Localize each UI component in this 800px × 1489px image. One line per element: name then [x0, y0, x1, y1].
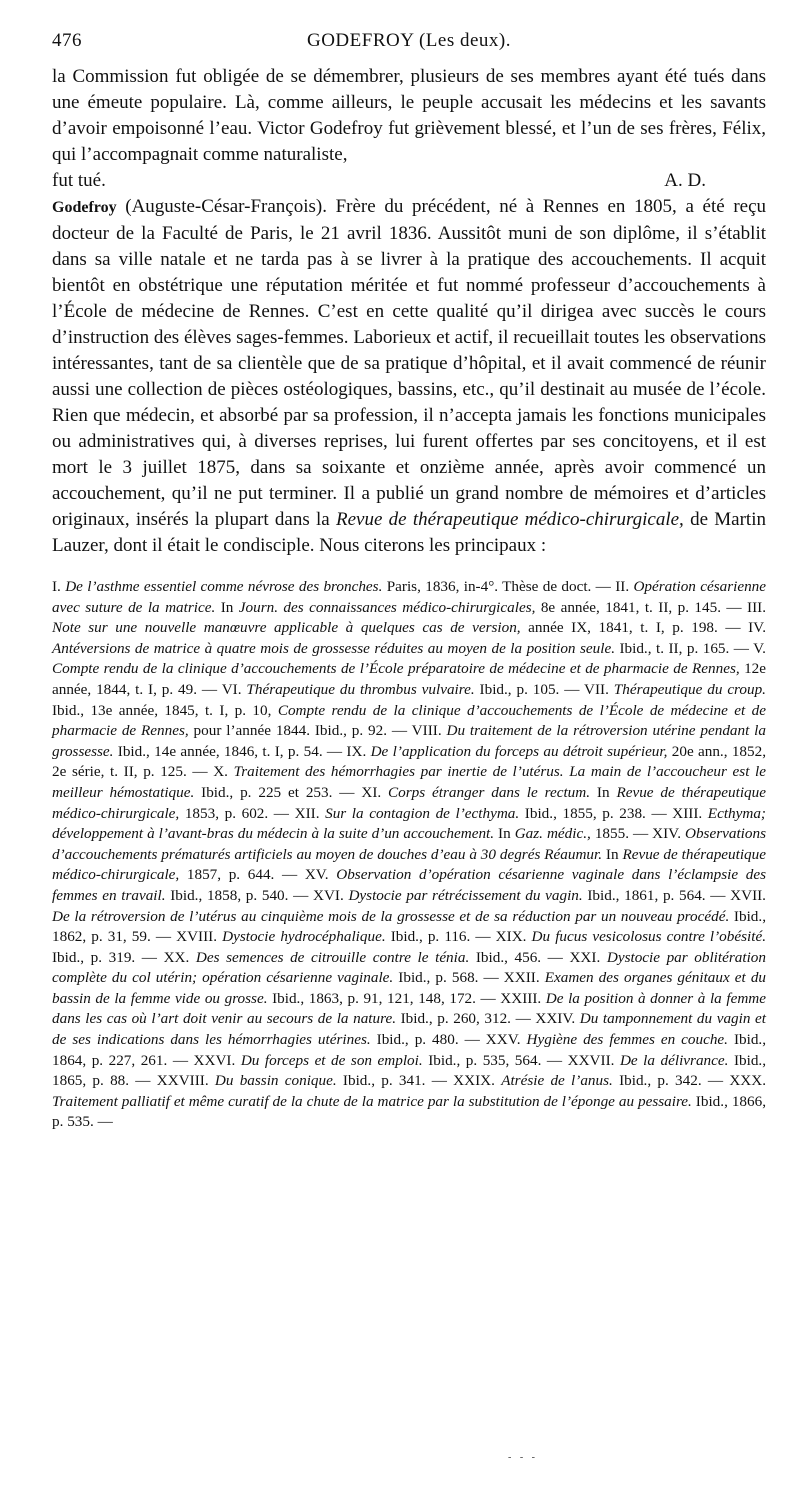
- reference-text: Ibid., 1863, p. 91, 121, 148, 172. — XXIII.: [267, 989, 546, 1007]
- reference-title: Revue de thérapeutique médico-chirurgicale,: [52, 783, 766, 822]
- reference-title: Thérapeutique du croup.: [613, 680, 766, 698]
- reference-text: 1855. — XIV.: [590, 825, 685, 843]
- reference-text: Ibid., 1864, p. 227, 261. — XXVI.: [52, 1031, 767, 1069]
- page-header: [52, 30, 766, 64]
- reference-title: Traitement palliatif et même curatif de la chute de la matrice par la substitution de l’éponge au pessaire.: [52, 1092, 692, 1110]
- reference-title: Dystocie par oblitération complète du col utérin; opération césarienne vaginale.: [52, 948, 766, 987]
- reference-text: Ibid., p. 535, 564. — XXVII.: [422, 1051, 620, 1069]
- reference-title: Du tamponnement du vagin et de ses indications dans les hémorrhagies utérines.: [52, 1010, 767, 1049]
- reference-title: Atrésie de l’anus.: [501, 1072, 613, 1090]
- reference-text: Ibid., p. 480. — XXV.: [370, 1031, 527, 1049]
- reference-title: Note sur une nouvelle manœuvre applicable à quelques cas de version,: [52, 619, 521, 637]
- reference-title: Gaz. médic.,: [514, 825, 591, 843]
- article-body-end: de Martin Lauzer, dont il était le condisciple. Nous citerons les principaux :: [52, 509, 766, 556]
- reference-text: Ibid., p. 105. — VII.: [474, 680, 614, 698]
- reference-title: Corps étranger dans le rectum.: [388, 783, 591, 801]
- bibliography: [52, 577, 766, 1133]
- reference-text: Ibid., 1861, p. 564. — XVII.: [582, 886, 766, 904]
- reference-text: Ibid., 1858, p. 540. — XVI.: [165, 886, 349, 904]
- reference-title: Du bassin conique.: [214, 1072, 337, 1090]
- reference-title: Hygiène des femmes en couche.: [526, 1031, 728, 1049]
- continuation-end: fut tué.: [52, 170, 106, 191]
- reference-text: Ibid., 1866, p. 535. —: [52, 1092, 766, 1131]
- reference-title: Opération césarienne avec suture de la matrice.: [52, 578, 767, 616]
- bibliography-paragraph: [52, 577, 766, 1133]
- reference-text: Ibid., p. 568. — XXII.: [393, 969, 545, 987]
- reference-text: année IX, 1841, t. I, p. 198. — IV.: [520, 619, 766, 637]
- reference-text: pour l’année 1844. Ibid., p. 92. — VIII.: [188, 722, 447, 740]
- reference-title: De l’asthme essentiel comme névrose des bronches.: [65, 578, 383, 595]
- reference-title: Observation d’opération césarienne vaginale dans l’éclampsie des femmes en travail.: [52, 866, 766, 904]
- reference-title: Du fucus vesicolosus contre l’obésité.: [531, 928, 766, 946]
- running-title: GODEFROY (Les deux).: [306, 30, 512, 51]
- author-signature: A. D.: [664, 170, 706, 191]
- reference-text: 1857, p. 644. — XV.: [179, 866, 337, 884]
- reference-title: Dystocie par rétrécissement du vagin.: [348, 886, 583, 904]
- reference-title: Du forceps et de son emploi.: [240, 1051, 423, 1069]
- reference-text: Paris, 1836, in-4°. Thèse de doct. — II.: [382, 578, 634, 595]
- continuation-paragraph: [52, 64, 766, 168]
- reference-text: In: [602, 845, 623, 863]
- reference-text: Ibid., p. 342. — XXX.: [612, 1072, 767, 1090]
- reference-title: Du traitement de la rétroversion utérine pendant la grossesse.: [52, 722, 767, 760]
- reference-title: Dystocie hydrocéphalique.: [222, 928, 386, 946]
- reference-text: 1853, p. 602. — XII.: [179, 804, 326, 822]
- reference-title: Ecthyma; développement à l’avant-bras du médecin à la suite d’un accouchement.: [52, 804, 766, 843]
- reference-text: Ibid., 1862, p. 31, 59. — XVIII.: [52, 907, 766, 946]
- reference-text: In: [215, 598, 239, 616]
- document-page: [52, 30, 766, 1133]
- reference-title: De la rétroversion de l’utérus au cinquième mois de la grossesse et de sa réduction par un nouveau procédé.: [52, 907, 730, 925]
- reference-text: Ibid., p. 225 et 253. — XI.: [194, 783, 389, 801]
- reference-text: 20e ann., 1852, 2e série, t. II, p. 125. — X.: [52, 742, 767, 781]
- footer-mark: - - -: [508, 1452, 538, 1463]
- reference-text: Ibid., p. 319. — XX.: [52, 948, 196, 966]
- reference-title: Sur la contagion de l’ecthyma.: [325, 804, 520, 822]
- biography-article: [52, 194, 766, 559]
- reference-title: Compte rendu de la clinique d’accouchements de l’École préparatoire de médecine et de pharmacie de Rennes,: [52, 660, 740, 678]
- reference-text: Ibid., 1855, p. 238. — XIII.: [519, 804, 708, 822]
- continuation-text: la Commission fut obligée de se démembrer, plusieurs de ses membres ayant été tués dans une émeute populaire. Là, comme ailleurs, le peuple accusait les médecins et les savants d’avoir empoisonné l’eau. Victor Godefroy fut grièvement blessé, et l’un de ses frères, Félix, qui l’accompagnait comme naturaliste,: [52, 66, 766, 165]
- reference-text: In: [590, 783, 617, 801]
- article-names: (Auguste-César-François).: [125, 196, 327, 217]
- reference-title: Compte rendu de la clinique d’accouchements de l’École de médecine et de pharmacie de Rennes,: [52, 701, 766, 740]
- reference-text: In: [494, 825, 515, 843]
- reference-title: Revue de thérapeutique médico-chirurgicale,: [52, 845, 766, 884]
- reference-title: Examen des organes génitaux et du bassin de la femme vide ou grosse.: [52, 969, 767, 1007]
- reference-title: Traitement des hémorrhagies par inertie de l’utérus. La main de l’accoucheur est le meilleur hémostatique.: [52, 763, 767, 801]
- reference-title: De l’application du forceps au détroit supérieur,: [370, 742, 668, 760]
- reference-text: Ibid., t. II, p. 165. — V.: [615, 639, 766, 657]
- reference-text: 8e année, 1841, t. II, p. 145. — III.: [535, 598, 766, 616]
- reference-title: Thérapeutique du thrombus vulvaire.: [246, 680, 475, 698]
- reference-title: Antéversions de matrice à quatre mois de grossesse réduites au moyen de la position seule.: [52, 639, 615, 657]
- article-headword: Godefroy: [52, 199, 117, 216]
- reference-text: Ibid., p. 260, 312. — XXIV.: [396, 1010, 580, 1028]
- reference-text: Ibid., 14e année, 1846, t. I, p. 54. — IX.: [113, 742, 371, 760]
- reference-text: Ibid., 1865, p. 88. — XXVIII.: [52, 1051, 767, 1090]
- reference-title: De la délivrance.: [619, 1051, 729, 1069]
- signature-line: [52, 168, 766, 194]
- reference-title: Observations d’accouchements prématurés artificiels au moyen de douches d’eau à 30 degrés Réaumur.: [52, 825, 766, 863]
- reference-text: Ibid., p. 116. — XIX.: [385, 928, 532, 946]
- journal-title: Revue de thérapeutique médico-chirurgicale,: [335, 509, 684, 530]
- reference-text: Ibid., p. 341. — XXIX.: [336, 1072, 502, 1090]
- article-body: Frère du précédent, né à Rennes en 1805, a été reçu docteur de la Faculté de Paris, le 21 avril 1836. Aussitôt muni de son diplôme, il s’établit dans sa ville natale et ne tarda pas à se livrer à la pratique des accouchements. Il acquit bientôt en obstétrique une réputation méritée et fut nommé professeur d’accouchements à l’École de médecine de Rennes. C’est en cette qualité qu’il dirigea avec succès le cours d’instruction des élèves sages-femmes. Laborieux et actif, il recueillait toutes les observations intéressantes, tant de sa clientèle que de sa pratique d’hôpital, et il avait commencé de réunir aussi une collection de pièces ostéologiques, bassins, etc., qu’il destinait au musée de l’école. Rien que médecin, et absorbé par sa profession, il n’accepta jamais les fonctions municipales ou administratives qui, à diverses reprises, lui furent offertes par ses concitoyens, et il est mort le 3 juillet 1875, dans sa soixante et onzième année, après avoir commencé un accouchement, qu’il ne put terminer. Il a publié un grand nombre de mémoires et d’articles originaux, insérés la plupart dans la: [52, 196, 767, 530]
- reference-title: Des semences de citrouille contre le ténia.: [195, 948, 470, 966]
- reference-text: Ibid., 13e année, 1845, t. I, p. 10,: [52, 701, 278, 719]
- main-text: [52, 64, 766, 559]
- reference-text: Ibid., 456. — XXI.: [469, 948, 607, 966]
- reference-title: De la position à donner à la femme dans les cas où l’art doit venir au secours de la nature.: [52, 989, 767, 1028]
- reference-title: Journ. des connaissances médico-chirurgicales,: [238, 598, 536, 616]
- reference-text: I.: [52, 578, 66, 595]
- page-number: 476: [52, 30, 82, 51]
- reference-text: 12e année, 1844, t. I, p. 49. — VI.: [52, 660, 766, 698]
